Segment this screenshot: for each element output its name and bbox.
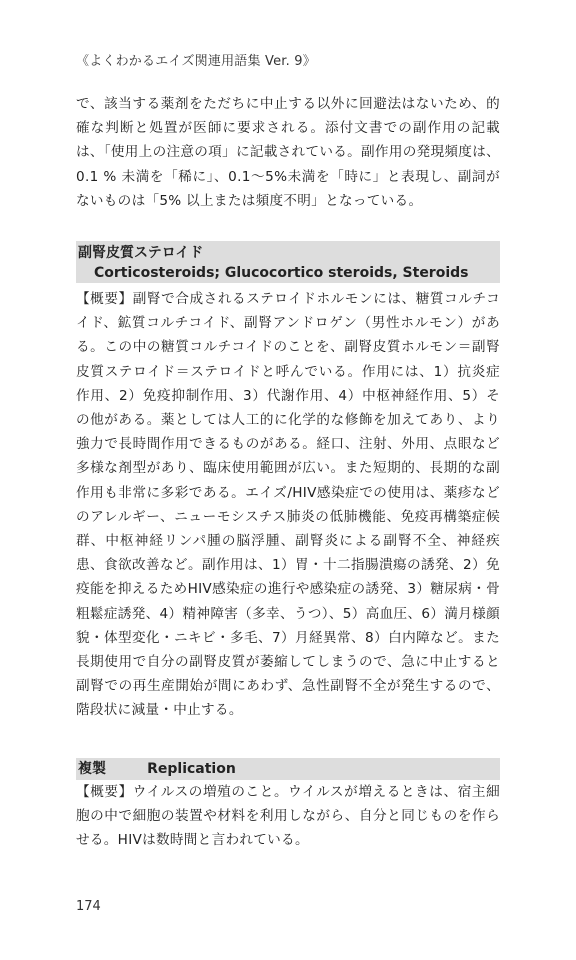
term-title-en: Corticosteroids; Glucocortico steroids, Steroids: [94, 265, 469, 281]
term-header-replication: [76, 758, 500, 780]
intro-paragraph: で、該当する薬剤をただちに中止する以外に回避法はないため、的確な判断と処置が医師に要求される。添付文書での副作用の記載は、「使用上の注意の項」に記載されている。副作用の発現頻度は、0.1 % 未満を「稀に」、0.1〜5%未満を「時に」と表現し、副詞がないものは「5% 以上または頻度不明」となっている。: [76, 96, 500, 209]
term-body-replication: 【概要】ウイルスの増殖のこと。ウイルスが増えるときは、宿主細胞の中で細胞の装置や材料を利用しながら、自分と同じものを作らせる。HIVは数時間と言われている。: [76, 784, 500, 849]
term-body-corticosteroids: 【概要】副腎で合成されるステロイドホルモンには、糖質コルチコイド、鉱質コルチコイド、副腎アンドロゲン（男性ホルモン）がある。この中の糖質コルチコイドのことを、副腎皮質ホルモン＝副腎皮質ステロイド＝ステロイドと呼んでいる。作用には、1）抗炎症作用、2）免疫抑制作用、3）代謝作用、4）中枢神経作用、5）その他がある。薬としては人工的に化学的な修飾を加えてあり、より強力で長時間作用できるものがある。経口、注射、外用、点眼など多様な剤型があり、臨床使用範囲が広い。また短期的、長期的な副作用も非常に多彩である。エイズ/HIV感染症での使用は、薬疹などのアレルギー、ニューモシスチス肺炎の低肺機能、免疫再構築症候群、中枢神経リンパ腫の脳浮腫、副腎炎による副腎不全、神経疾患、食欲改善など。副作用は、1）胃・十二指腸潰瘍の誘発、2）免疫能を抑えるためHIV感染症の進行や感染症の誘発、3）糖尿病・骨粗鬆症誘発、4）精神障害（多幸、うつ）、5）高血圧、6）満月様顔貌・体型変化・ニキビ・多毛、7）月経異常、8）白内障など。また長期使用で自分の副腎皮質が萎縮してしまうので、急に中止すると副腎での再生産開始が間にあわず、急性副腎不全が発生するので、階段状に減量・中止する。: [76, 291, 500, 719]
term-header-corticosteroids: [76, 241, 500, 283]
running-header: 《よくわかるエイズ関連用語集 Ver. 9》: [76, 54, 316, 69]
term-title-jp: 複製: [78, 761, 106, 777]
page-number: 174: [76, 899, 101, 914]
term-title-jp: 副腎皮質ステロイド: [78, 245, 204, 261]
term-title-en: Replication: [147, 761, 236, 777]
